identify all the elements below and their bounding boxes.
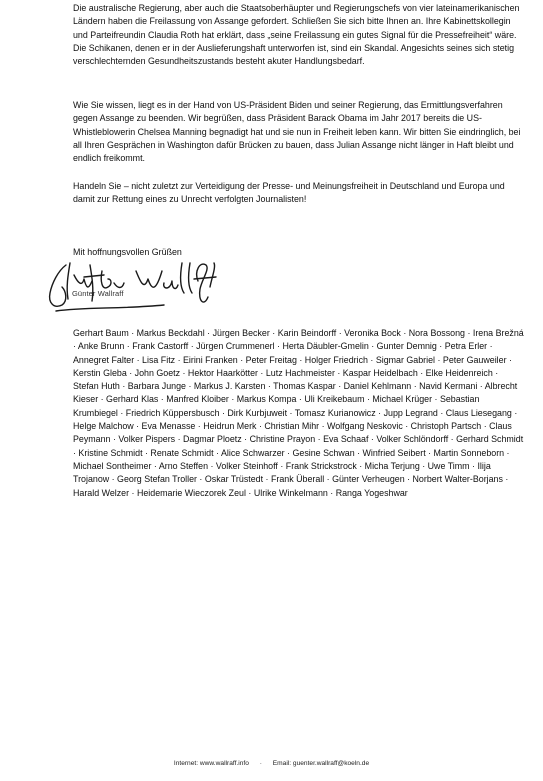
- footer-separator: ·: [259, 760, 262, 767]
- handwritten-signature: [44, 257, 219, 315]
- footer: [0, 760, 543, 767]
- signer-name: Günter Wallraff: [72, 289, 124, 298]
- closing-greeting: Mit hoffnungsvollen Grüßen: [73, 247, 182, 257]
- letter-paragraph-3: Handeln Sie – nicht zuletzt zur Verteidigung der Presse- und Meinungsfreiheit in Deutschland und Europa und damit zur Rettung eines zu Unrecht verfolgten Journalisten!: [73, 181, 505, 205]
- footer-email-link[interactable]: Email: guenter.wallraff@koeln.de: [272, 760, 370, 767]
- signatories-list: Gerhart Baum · Markus Beckdahl · Jürgen Becker · Karin Beindorff · Veronika Bock · Nora Bossong · Irena Brežná · Anke Brunn · Frank Castorff · Jürgen Crummenerl · Herta Däubler-Gmelin · Gunter Demnig · Petra Erler · Annegret Falter · Lisa Fitz · Eirini Franken · Peter Freitag · Holger Friedrich · Sigmar Gabriel · Peter Gauweiler · Kerstin Gleba · John Goetz · Hektor Haarkötter · Lutz Hachmeister · Kaspar Heidelbach · Elke Heidenreich · Stefan Huth · Barbara Junge · Markus J. Karsten · Thomas Kaspar · Daniel Kehlmann · Navid Kermani · Albrecht Kieser · Gerhard Klas · Manfred Kloiber · Markus Kompa · Uli Kreikebaum · Michael Krüger · Sebastian Krumbiegel · Friedrich Küppersbusch · Dirk Kurbjuweit · Tomasz Kurianowicz · Jupp Legrand · Claus Liesegang · Helge Malchow · Eva Menasse · Heidrun Merk · Christian Mihr · Wolfgang Neskovic · Christoph Partsch · Claus Peymann · Volker Pispers · Dagmar Ploetz · Christine Prayon · Eva Schaaf · Volker Schlöndorff · Gerhard Schmidt · Kristine Schmidt · Renate Schmidt · Alice Schwarzer · Gesine Schwan · Winfried Seibert · Martin Sonneborn · Michael Sontheimer · Arno Steffen · Volker Steinhoff · Frank Strickstrock · Micha Terjung · Uwe Timm · Ilija Trojanow · Georg Stefan Troller · Oskar Trüstedt · Frank Überall · Günter Verheugen · Norbert Walter-Borjans · Harald Welzer · Heidemarie Wieczorek Zeul · Ulrike Winkelmann · Ranga Yogeshwar: [73, 328, 524, 498]
- letter-paragraph-1: Die australische Regierung, aber auch die Staatsoberhäupter und Regierungschefs von vier lateinamerikanischen Ländern haben die Freilassung von Assange gefordert. Schließen Sie sich bitte Ihnen an. Ihre Kabinettskollegin und Parteifreundin Claudia Roth hat erklärt, dass „seine Freilassung ein gutes Signal für die Pressefreiheit“ wäre. Die Schikanen, denen er in der Auslieferungshaft unterworfen ist, sind ein Skandal. Angesichts seines sich stetig verschlechternden Gesundheitszustands besteht akuter Handlungsbedarf.: [73, 3, 520, 67]
- letter-paragraph-2: Wie Sie wissen, liegt es in der Hand von US-Präsident Biden und seiner Regierung, das Ermittlungsverfahren gegen Assange zu beenden. Wir begrüßen, dass Präsident Barack Obama im Jahr 2017 bereits die US-Whistleblowerin Chelsea Manning begnadigt hat und sie nun in Freiheit leben kann. Wir bitten Sie eindringlich, bei all Ihren Gesprächen in Washington dafür Brücken zu bauen, dass Julian Assange nicht länger in Haft bleibt und endlich freikommt.: [73, 100, 521, 164]
- footer-internet-link[interactable]: Internet: www.wallraff.info: [173, 760, 249, 767]
